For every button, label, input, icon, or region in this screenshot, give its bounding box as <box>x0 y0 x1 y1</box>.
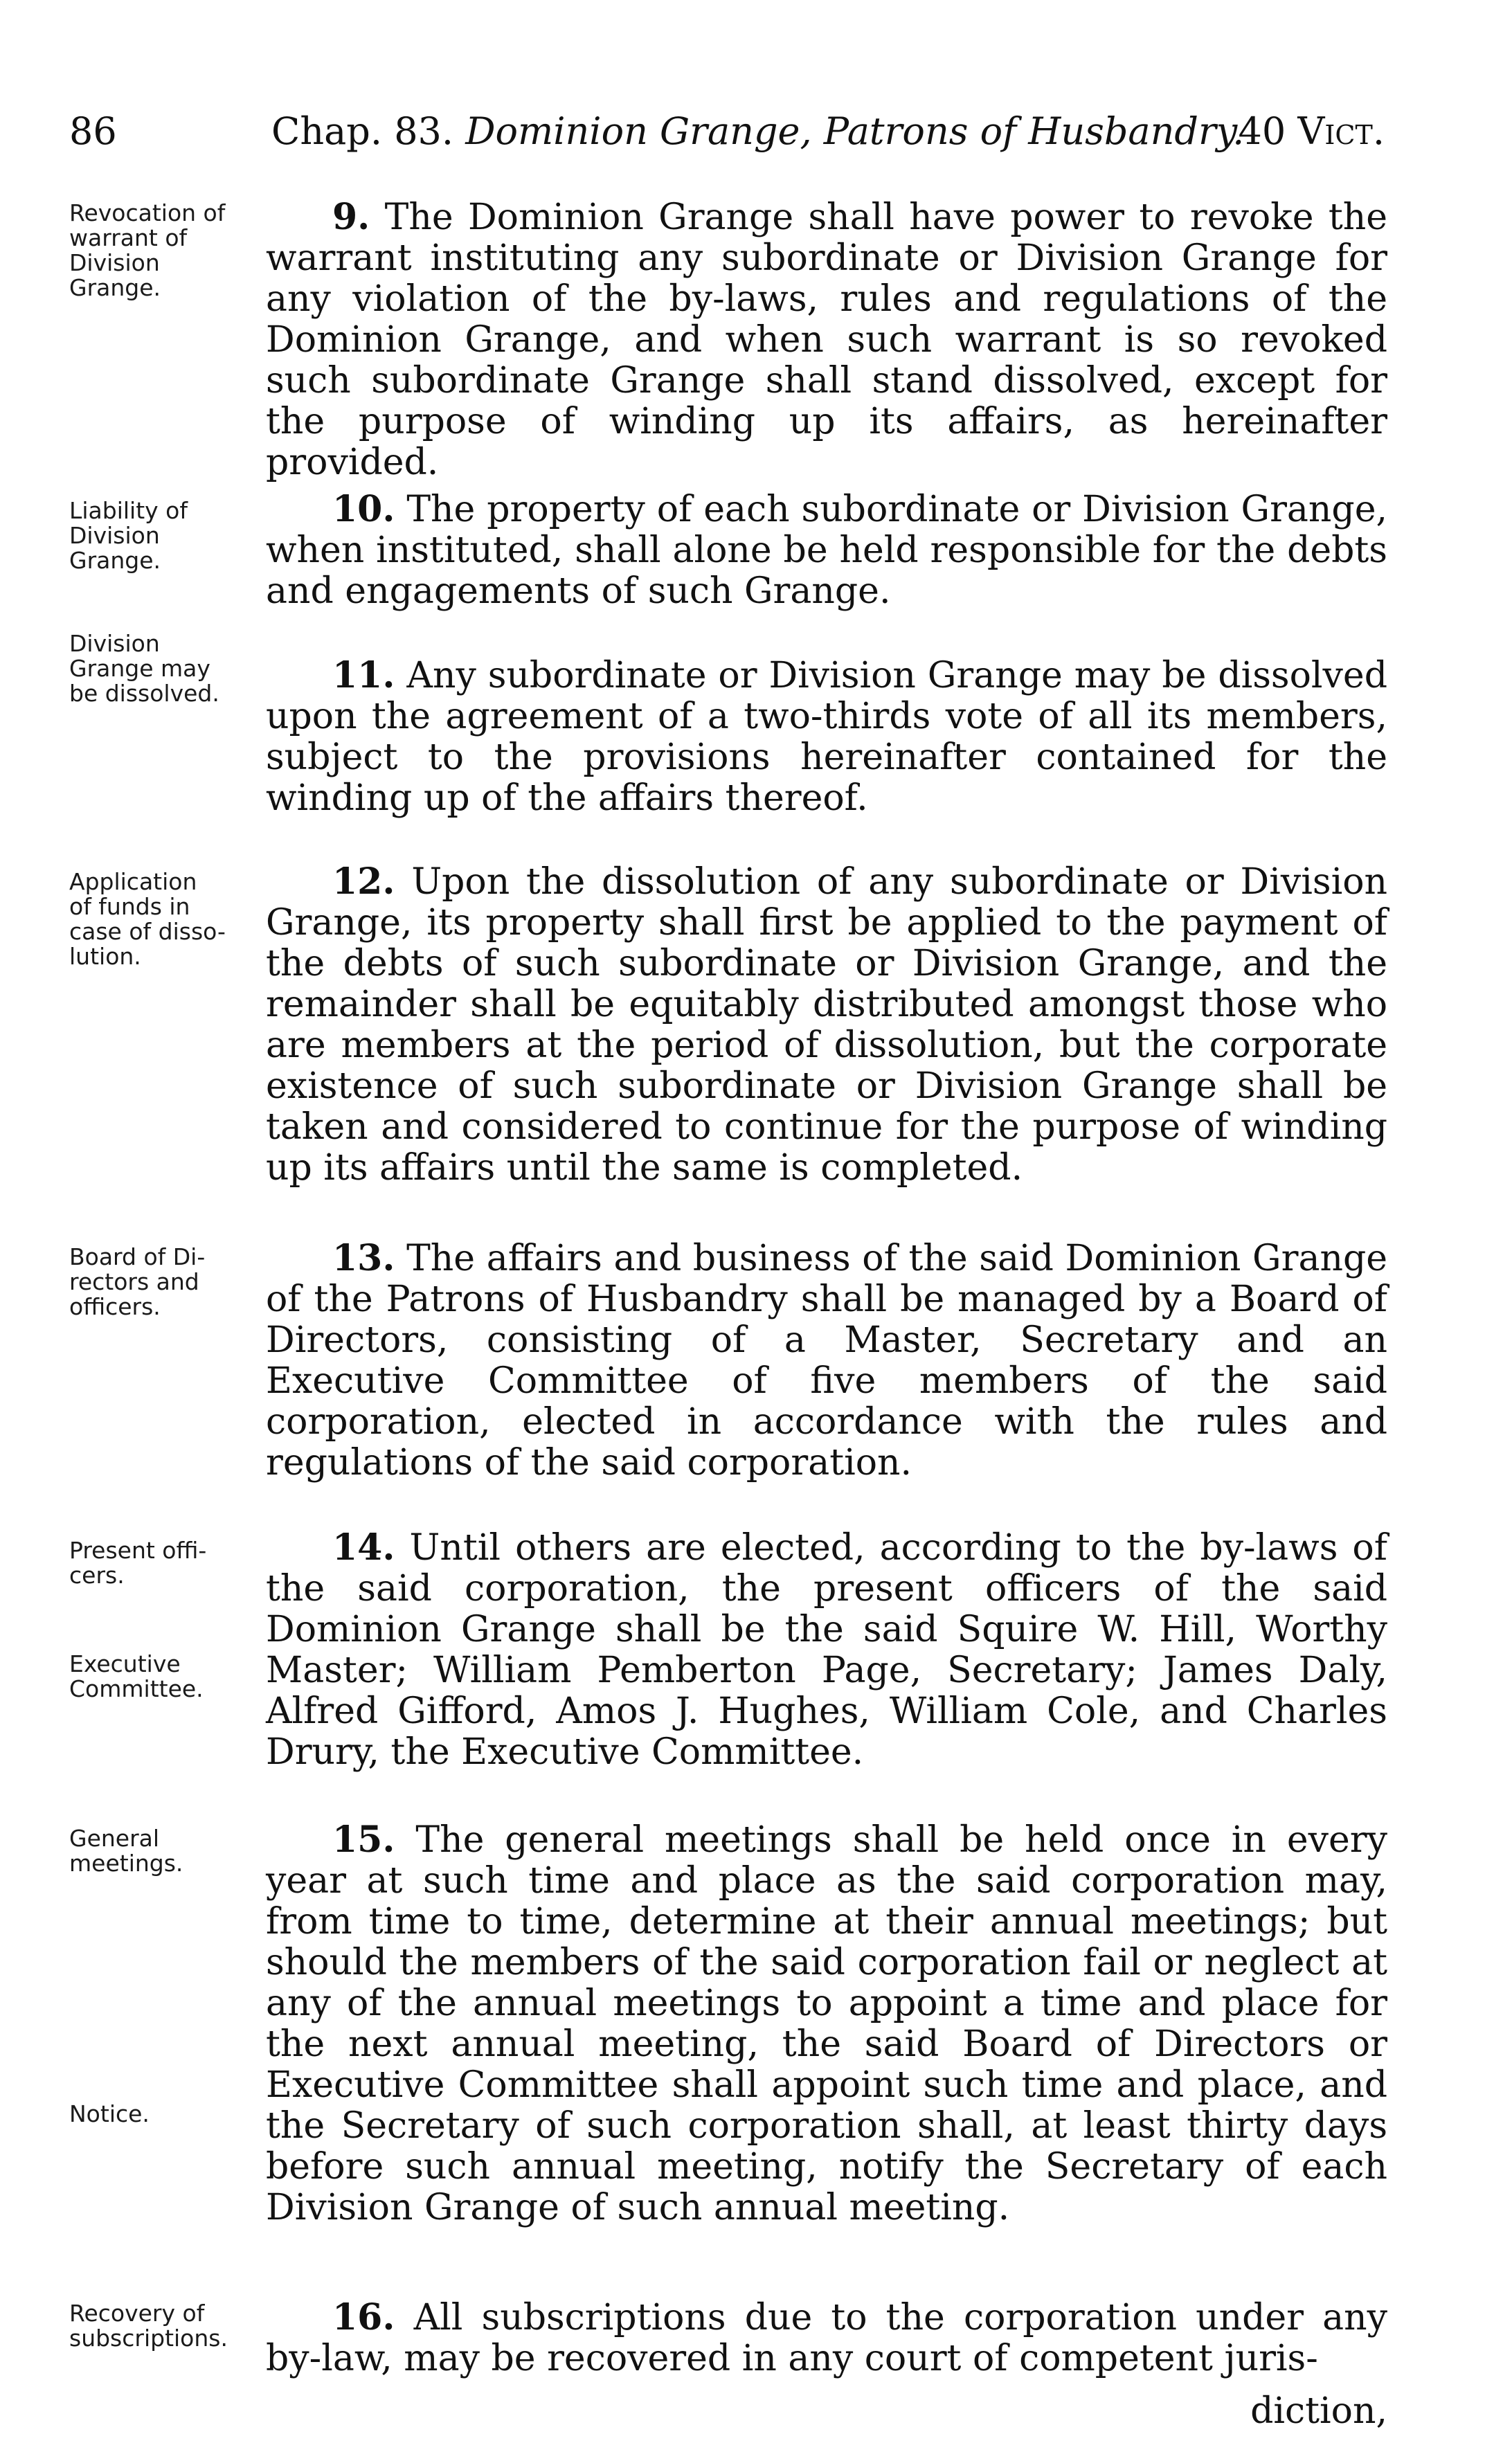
margin-line: officers. <box>69 1293 161 1320</box>
section-number: 14. <box>332 1526 395 1569</box>
margin-line: lution. <box>69 943 141 970</box>
margin-line: of funds in <box>69 893 190 920</box>
margin-line: Liability of <box>69 497 188 524</box>
section-text: The general meetings shall be held once in every year at such time and place as the said corporation may, from time to time, determine at their annual meetings; but should the members of the said corporation fail or neglect at any of the annual meetings to appoint a time and place for the next annual meeting, the said Board of Directors or Executive Committee shall appoint such time and place, and the Secretary of such corporation shall, at least thirty days before such annual meeting, notify the Secretary of each Division Grange of such annual meeting. <box>266 1819 1387 2228</box>
margin-note-15 <box>69 1826 277 1876</box>
section-number: 9. <box>332 196 370 238</box>
page-number: 86 <box>69 109 117 153</box>
section-12 <box>266 861 1387 1189</box>
margin-line: Division <box>69 522 160 549</box>
section-number: 12. <box>332 860 395 903</box>
section-9 <box>266 197 1387 483</box>
section-10 <box>266 489 1387 612</box>
margin-line: Application <box>69 868 197 895</box>
margin-note-9 <box>69 201 277 300</box>
section-number: 11. <box>332 654 395 696</box>
act-title: Dominion Grange, Patrons of Husbandry. <box>465 109 1245 153</box>
margin-note-13 <box>69 1245 277 1319</box>
margin-line: Recovery of <box>69 2300 205 2327</box>
chapter-title <box>271 104 1244 159</box>
margin-line: Grange. <box>69 547 161 574</box>
margin-line: meetings. <box>69 1850 183 1877</box>
section-text: Until others are elected, according to the by-laws of the said corporation, the present officers of the said Dominion Grange shall be the said Squire W. Hill, Worthy Master; William Pemberton Page, Secretary; James Daly, Alfred Gifford, Amos J. Hughes, William Cole, and Charles Drury, the Executive Committee. <box>266 1527 1387 1773</box>
margin-note-12 <box>69 869 277 969</box>
section-number: 15. <box>332 1819 395 1861</box>
margin-line: Present offi- <box>69 1537 207 1564</box>
section-text: All subscriptions due to the corporation under any by-law, may be recovered in any court of competent juris- <box>266 2297 1388 2379</box>
margin-line: rectors and <box>69 1268 199 1295</box>
margin-line: Division <box>69 249 160 276</box>
margin-line: be dissolved. <box>69 680 219 707</box>
margin-line: Committee. <box>69 1675 204 1702</box>
section-13 <box>266 1238 1387 1484</box>
section-15 <box>266 1819 1387 2228</box>
section-14 <box>266 1527 1387 1773</box>
margin-note-11 <box>69 631 277 706</box>
margin-note-15b <box>69 2102 277 2127</box>
chapter-number: Chap. 83. <box>271 109 454 153</box>
margin-line: Grange may <box>69 655 210 682</box>
running-header <box>69 104 1385 159</box>
margin-note-14b <box>69 1652 277 1702</box>
section-text: Upon the dissolution of any subordinate or Division Grange, its property shall first be applied to the payment of the debts of such subordinate or Division Grange, and the remainder shall be equitably distributed amongst those who are members at the period of dissolution, but the corporate existence of such subordinate or Division Grange shall be taken and considered to continue for the purpose of winding up its affairs until the same is completed. <box>266 861 1387 1189</box>
regnal-year: 40 Vict. <box>1238 109 1385 153</box>
section-number: 13. <box>332 1237 395 1279</box>
section-text: The property of each subordinate or Division Grange, when instituted, shall alone be held responsible for the debts and engagements of such Grange. <box>266 489 1388 612</box>
margin-line: General <box>69 1825 160 1852</box>
section-number: 16. <box>332 2296 395 2338</box>
section-11 <box>266 655 1387 819</box>
catchword: diction, <box>1250 2390 1387 2432</box>
section-text: The Dominion Grange shall have power to revoke the warrant instituting any subordinate or Division Grange for any violation of the by-laws, rules and regulations of the Dominion Grange, and when such warrant is so revoked such subordinate Grange shall stand dissolved, except for the purpose of winding up its affairs, as hereinafter provided. <box>266 197 1388 483</box>
margin-line: Notice. <box>69 2100 150 2127</box>
margin-line: Board of Di- <box>69 1243 206 1270</box>
section-number: 10. <box>332 488 395 530</box>
margin-note-10 <box>69 498 277 573</box>
section-text: The affairs and business of the said Dominion Grange of the Patrons of Husbandry shall be managed by a Board of Directors, consisting of a Master, Secretary and an Executive Committee of five members of the said corporation, elected in accordance with the rules and regulations of the said corporation. <box>266 1238 1388 1484</box>
margin-note-14 <box>69 1538 277 1588</box>
margin-line: cers. <box>69 1562 125 1589</box>
margin-line: subscriptions. <box>69 2325 228 2352</box>
margin-line: case of disso- <box>69 918 226 945</box>
margin-line: Executive <box>69 1650 181 1677</box>
margin-line: Grange. <box>69 274 161 301</box>
margin-line: Revocation of <box>69 199 226 226</box>
section-16 <box>266 2297 1387 2379</box>
section-text: Any subordinate or Division Grange may be dissolved upon the agreement of a two-thirds vote of all its members, subject to the provisions hereinafter contained for the winding up of the affairs thereof. <box>266 655 1387 819</box>
margin-line: Division <box>69 630 160 657</box>
margin-note-16 <box>69 2301 277 2351</box>
margin-line: warrant of <box>69 224 188 251</box>
